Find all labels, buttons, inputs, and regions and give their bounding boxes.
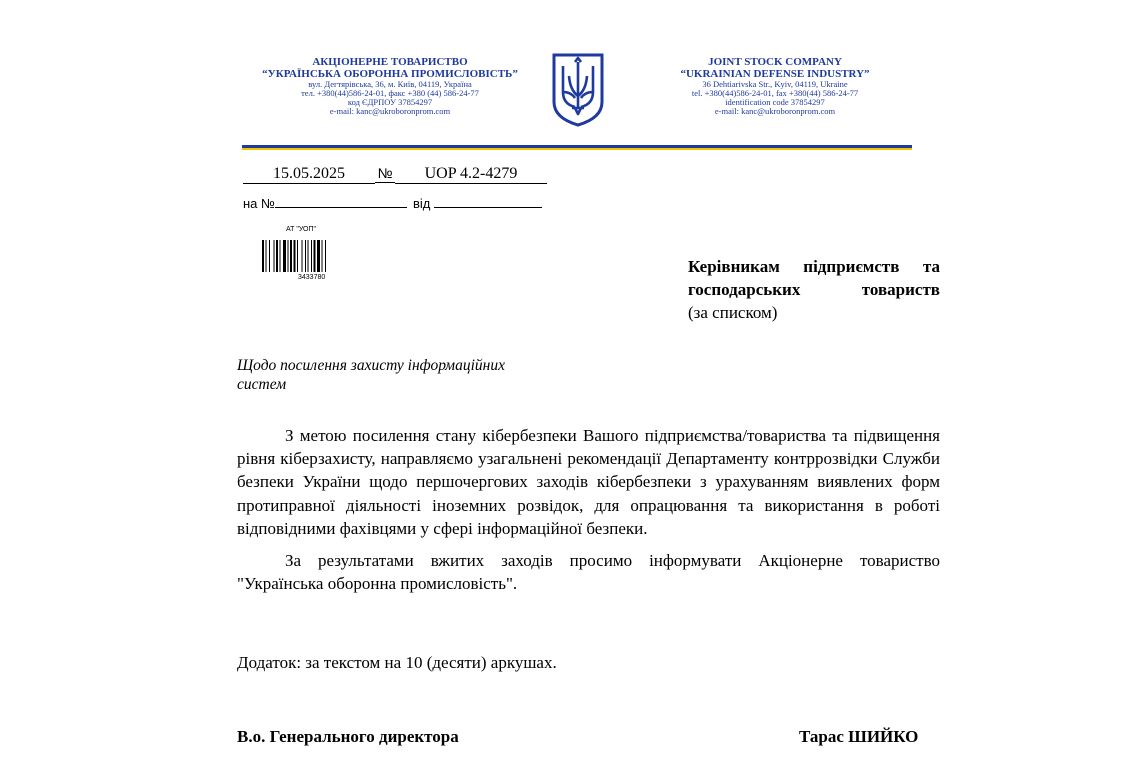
address-ua: вул. Дегтярівська, 36, м. Київ, 04119, Україна <box>308 79 472 90</box>
barcode-label: АТ "УОП" <box>286 226 317 233</box>
registration-date-row <box>243 164 547 184</box>
subject-line2: систем <box>237 376 287 393</box>
company-name-en-line2: “UKRAINIAN DEFENSE INDUSTRY” <box>680 67 870 80</box>
email-en: e-mail: kanc@ukroboronprom.com <box>714 105 836 116</box>
barcode-image <box>262 240 362 272</box>
body-paragraph-2: За результатами вжитих заходів просимо інформувати Акціонерне товариство "Українська оборонна промисловість". <box>237 551 940 594</box>
subject-line1: Щодо посилення захисту інформаційних <box>237 357 505 374</box>
from-label: від <box>412 196 431 211</box>
reply-reference-row <box>243 193 542 213</box>
letterhead-en <box>625 57 925 116</box>
reply-to-number-blank <box>275 193 407 208</box>
signatory-position: В.о. Генерального директора <box>237 727 459 746</box>
signatory-name: Тарас ШИЙКО <box>799 727 919 746</box>
registration-date: 15.05.2025 <box>243 165 375 184</box>
from-date-blank <box>434 193 542 208</box>
address-en: 36 Dehtiarivska Str., Kyiv, 04119, Ukraine <box>702 79 848 90</box>
code-ua: код ЄДРПОУ 37854297 <box>347 96 433 107</box>
letterhead-rule-yellow <box>242 148 912 150</box>
addressee-line2: господарських товариств <box>688 280 940 299</box>
letter-subject <box>237 356 557 394</box>
barcode-number: 3433780 <box>298 274 326 281</box>
company-name-ua-line2: “УКРАЇНСЬКА ОБОРОННА ПРОМИСЛОВІСТЬ” <box>262 67 518 80</box>
letterhead-ua <box>240 57 540 116</box>
body-paragraph-1: З метою посилення стану кібербезпеки Вашого підприємства/товариства та підвищення рівня кіберзахисту, направляємо узагальнені рекомендації Департаменту контррозвідки Служби безпеки України щодо першочергових заходів кібербезпеки з урахуванням виявлених форм протиправної діяльності іноземних розвідок, для опрацювання та використання в роботі відповідними фахівцями у сфері інформаційної безпеки. <box>237 426 940 538</box>
registration-number-label: № <box>375 164 395 183</box>
trident-coat-of-arms-icon <box>551 52 605 128</box>
reply-to-label: на № <box>243 196 275 211</box>
letter-body <box>237 424 940 595</box>
company-name-en-line1: JOINT STOCK COMPANY <box>708 56 842 68</box>
addressee-line1: Керівникам підприємств та <box>688 257 940 276</box>
attachment-note: Додаток: за текстом на 10 (десяти) аркушах. <box>237 653 557 672</box>
phone-en: tel. +380(44)586-24-01, fax +380(44) 586-24-77 <box>691 88 859 99</box>
registration-number: UOP 4.2-4279 <box>395 165 547 184</box>
email-ua: e-mail: kanc@ukroboronprom.com <box>329 105 451 116</box>
company-name-ua-line1: АКЦІОНЕРНЕ ТОВАРИСТВО <box>312 56 468 68</box>
addressee-block <box>688 255 940 324</box>
code-en: identification code 37854297 <box>725 96 825 107</box>
phone-ua: тел. +380(44)586-24-01, факс +380 (44) 586-24-77 <box>301 88 479 99</box>
addressee-line3: (за списком) <box>688 303 778 322</box>
